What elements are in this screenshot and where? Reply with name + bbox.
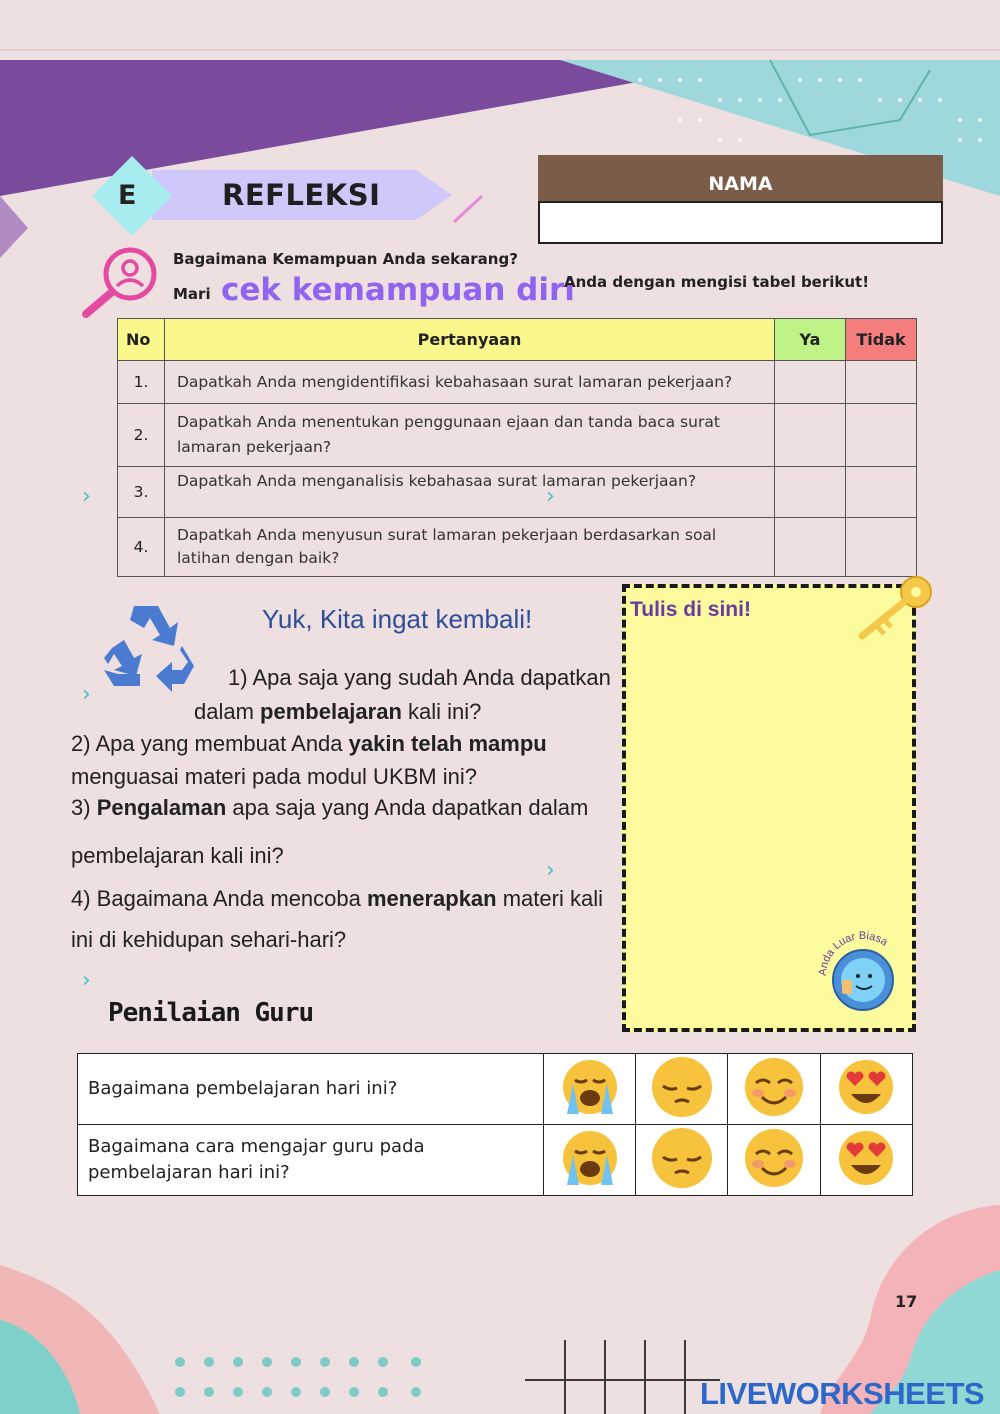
- row-number: 1.: [118, 361, 165, 404]
- chevron-right-icon: ›: [546, 858, 555, 883]
- rating-pensive-option[interactable]: [636, 1125, 728, 1196]
- reflection-answer-textarea[interactable]: [634, 632, 908, 936]
- q2-text-b: menguasai materi pada modul UKBM ini?: [71, 764, 477, 789]
- recall-question-1: [228, 661, 611, 694]
- grid-lines-shape: [525, 1340, 720, 1414]
- q4-text-b: materi kali: [496, 886, 603, 911]
- row-question: Dapatkah Anda menyusun surat lamaran pekerjaan berdasarkan soal latihan dengan baik?: [165, 518, 775, 577]
- table-header-row: [118, 319, 917, 361]
- q4-text-c: ini di kehidupan sehari-hari?: [71, 927, 347, 952]
- ability-question: Bagaimana Kemampuan Anda sekarang?: [173, 250, 518, 268]
- rating-crying-option[interactable]: [543, 1054, 635, 1125]
- teacher-assessment-title: Penilaian Guru: [108, 998, 314, 1028]
- answer-no-cell[interactable]: [846, 518, 917, 577]
- row-question: Dapatkah Anda mengidentifikasi kebahasaan surat lamaran pekerjaan?: [165, 361, 775, 404]
- rating-smiling-option[interactable]: [728, 1125, 820, 1196]
- row-number: 4.: [118, 518, 165, 577]
- name-input[interactable]: [538, 201, 943, 244]
- chevron-right-icon: ›: [546, 484, 555, 509]
- recall-question-3-cont: [71, 839, 284, 872]
- table-instruction: Anda dengan mengisi tabel berikut!: [564, 273, 870, 291]
- table-row: [118, 518, 917, 577]
- thumbs-up-sticker: [816, 918, 910, 1014]
- section-title: REFLEKSI: [222, 178, 381, 212]
- rating-crying-option[interactable]: [543, 1125, 635, 1196]
- chevron-right-icon: ›: [82, 484, 91, 509]
- rating-heart-eyes-option[interactable]: [820, 1054, 912, 1125]
- pensive-face-icon: [649, 1056, 715, 1118]
- self-check-heading: cek kemampuan diri: [221, 272, 575, 308]
- section-letter: E: [118, 180, 137, 211]
- q3-text-b: apa saja yang Anda dapatkan dalam: [226, 795, 589, 820]
- rating-heart-eyes-option[interactable]: [820, 1125, 912, 1196]
- row-number: 3.: [118, 467, 165, 518]
- answer-yes-cell[interactable]: [775, 404, 846, 467]
- name-field-group: [538, 155, 943, 244]
- heart-eyes-face-icon: [835, 1058, 897, 1116]
- answer-yes-cell[interactable]: [775, 467, 846, 518]
- table-row: [78, 1125, 913, 1196]
- reflection-table: [117, 318, 917, 577]
- sticker-text: Anda Luar Biasa: [816, 929, 890, 977]
- crying-face-icon: [559, 1129, 621, 1187]
- q3-text: 3): [71, 795, 97, 820]
- q2-bold: yakin telah mampu: [348, 731, 547, 756]
- heart-eyes-face-icon: [835, 1129, 897, 1187]
- q1-text-c: kali ini?: [401, 699, 482, 724]
- recall-question-2-cont: [71, 760, 477, 793]
- recall-question-2: [71, 727, 547, 760]
- page-number: 17: [895, 1292, 918, 1311]
- answer-no-cell[interactable]: [846, 404, 917, 467]
- crying-face-icon: [559, 1058, 621, 1116]
- table-row: [78, 1054, 913, 1125]
- pensive-face-icon: [649, 1127, 715, 1189]
- row-number: 2.: [118, 404, 165, 467]
- rating-smiling-option[interactable]: [728, 1054, 820, 1125]
- teal-dot-grid: [175, 1357, 421, 1397]
- answer-yes-input[interactable]: [776, 374, 848, 391]
- brand-text: LIVEWORKSHEETS: [700, 1376, 985, 1411]
- recall-question-3: [71, 791, 588, 824]
- q4-bold: menerapkan: [366, 886, 497, 911]
- smiling-face-icon: [742, 1057, 806, 1117]
- chevron-right-icon: ›: [82, 682, 91, 707]
- row-question: Dapatkah Anda menganalisis kebahasaa surat lamaran pekerjaan?: [165, 467, 775, 518]
- assessment-question: Bagaimana cara mengajar guru pada pembelajaran hari ini?: [78, 1125, 544, 1196]
- liveworksheets-logo: [700, 1376, 984, 1412]
- answer-yes-input[interactable]: [776, 484, 848, 501]
- answer-yes-input[interactable]: [776, 539, 848, 556]
- recall-question-4-cont: [71, 923, 346, 956]
- q3-bold: Pengalaman: [96, 795, 227, 820]
- recycle-icon: [100, 600, 196, 692]
- table-row: [118, 361, 917, 404]
- header-no: No: [118, 319, 165, 361]
- answer-no-input[interactable]: [847, 539, 919, 556]
- mari-label: Mari: [173, 285, 211, 303]
- header-yes: Ya: [775, 319, 846, 361]
- q2-text: 2) Apa yang membuat Anda: [71, 731, 349, 756]
- banner-stripe-decoration: [452, 192, 486, 224]
- assessment-question: Bagaimana pembelajaran hari ini?: [78, 1054, 544, 1125]
- answer-no-input[interactable]: [847, 427, 919, 444]
- answer-no-cell[interactable]: [846, 467, 917, 518]
- write-here-label: Tulis di sini!: [630, 598, 751, 621]
- recall-question-1-cont: [194, 695, 481, 728]
- row-question: Dapatkah Anda menentukan penggunaan ejaan dan tanda baca surat lamaran pekerjaan?: [165, 404, 775, 467]
- header-no-answer: Tidak: [846, 319, 917, 361]
- q1-bold: pembelajaran: [260, 699, 402, 724]
- answer-note-box: [622, 584, 916, 1032]
- answer-no-input[interactable]: [847, 484, 919, 501]
- answer-no-input[interactable]: [847, 374, 919, 391]
- q1-text-b: dalam: [194, 699, 261, 724]
- answer-yes-input[interactable]: [776, 427, 848, 444]
- rating-pensive-option[interactable]: [636, 1054, 728, 1125]
- table-row: [118, 467, 917, 518]
- key-icon: [856, 574, 936, 644]
- recall-question-4: [71, 882, 603, 915]
- purple-triangle-shape: [0, 196, 28, 258]
- q4-text: 4) Bagaimana Anda mencoba: [71, 886, 367, 911]
- answer-yes-cell[interactable]: [775, 361, 846, 404]
- table-row: [118, 404, 917, 467]
- header-question: Pertanyaan: [165, 319, 775, 361]
- recall-title: Yuk, Kita ingat kembali!: [262, 604, 533, 634]
- smiling-face-icon: [742, 1128, 806, 1188]
- teacher-assessment-table: [77, 1053, 913, 1196]
- answer-yes-cell[interactable]: [775, 518, 846, 577]
- name-label: NAMA: [538, 155, 943, 201]
- chevron-right-icon: ›: [82, 968, 91, 993]
- answer-no-cell[interactable]: [846, 361, 917, 404]
- q3-text-c: pembelajaran kali ini?: [71, 843, 284, 868]
- user-search-icon: [80, 246, 160, 320]
- q1-text: 1) Apa saja yang sudah Anda dapatkan: [228, 665, 611, 690]
